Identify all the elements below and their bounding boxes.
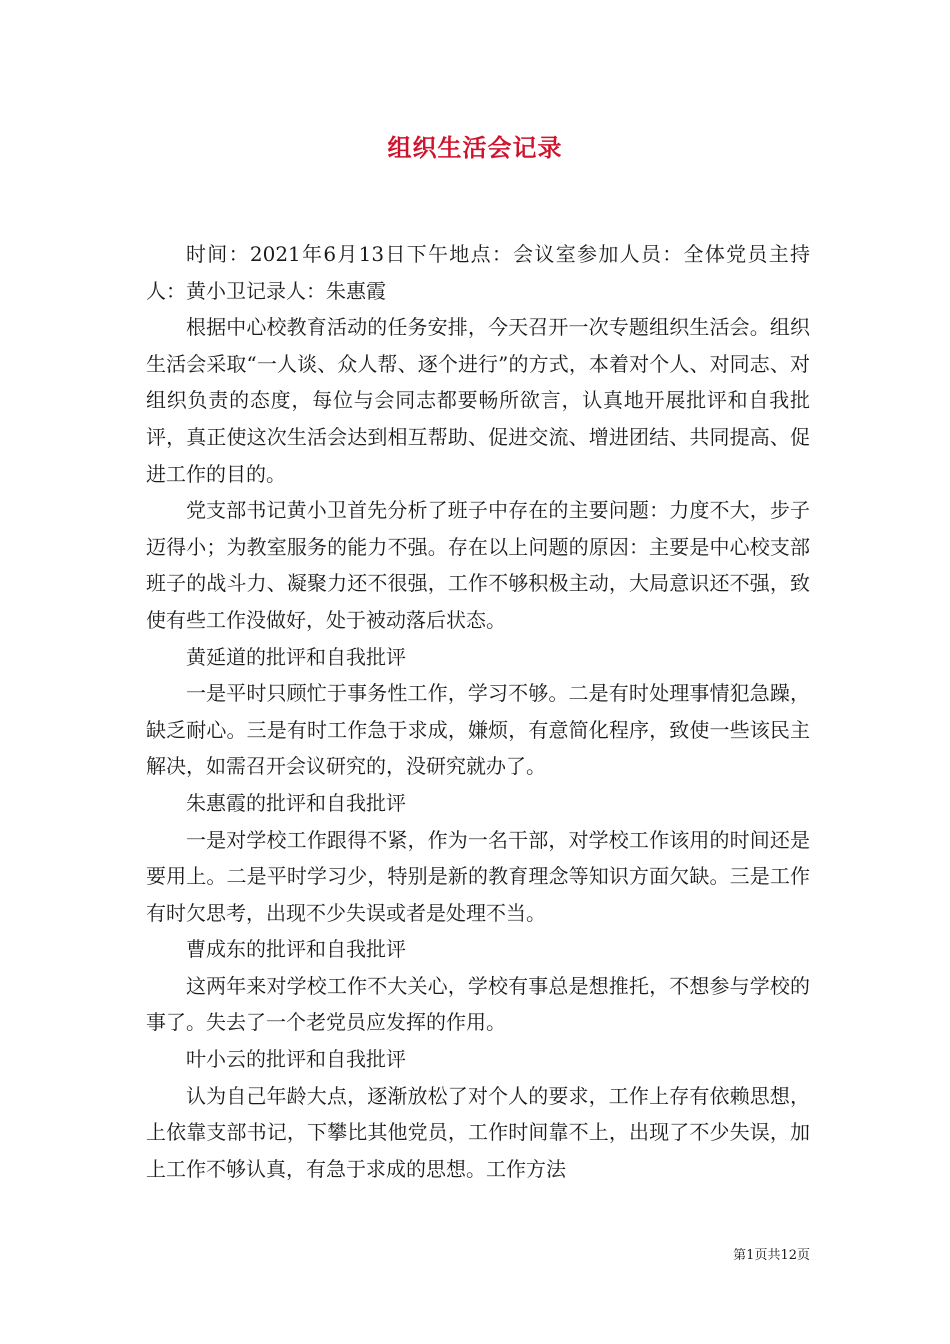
section-paragraph: 一是对学校工作跟得不紧，作为一名干部，对学校工作该用的时间还是要用上。二是平时学习少，特别是新的教育理念等知识方面欠缺。三是工作有时欠思考，出现不少失误或者是处理不当。 <box>146 827 810 925</box>
section-heading: 叶小云的批评和自我批评 <box>186 1047 406 1072</box>
section-heading: 朱惠霞的批评和自我批评 <box>186 790 406 815</box>
secretary-analysis-paragraph: 党支部书记黄小卫首先分析了班子中存在的主要问题：力度不大，步子迈得小；为教室服务的能力不强。存在以上问题的原因：主要是中心校支部班子的战斗力、凝聚力还不很强，工作不够积极主动，大局意识还不强，致使有些工作没做好，处于被动落后状态。 <box>146 498 810 632</box>
meeting-info-paragraph: 时间：2021年6月13日下午地点：会议室参加人员：全体党员主持人：黄小卫记录人：朱惠霞 <box>146 242 810 303</box>
section-heading: 黄延道的批评和自我批评 <box>186 644 406 669</box>
page-number-footer: 第1页共12页 <box>733 1248 810 1263</box>
section-paragraph: 这两年来对学校工作不大关心，学校有事总是想推托，不想参与学校的事了。失去了一个老党员应发挥的作用。 <box>146 973 810 1035</box>
document-title: 组织生活会记录 <box>387 133 563 162</box>
intro-paragraph: 根据中心校教育活动的任务安排，今天召开一次专题组织生活会。组织生活会采取“一人谈、众人帮、逐个进行”的方式，本着对个人、对同志、对组织负责的态度，每位与会同志都要畅所欲言，认真地开展批评和自我批评，真正使这次生活会达到相互帮助、促进交流、增进团结、共同提高、促进工作的目的。 <box>146 315 810 486</box>
document-body <box>146 236 810 1187</box>
section-paragraph: 一是平时只顾忙于事务性工作，学习不够。二是有时处理事情犯急躁，缺乏耐心。三是有时工作急于求成，嫌烦，有意简化程序，致使一些该民主解决，如需召开会议研究的，没研究就办了。 <box>146 681 810 779</box>
section-heading: 曹成东的批评和自我批评 <box>186 937 406 962</box>
section-paragraph: 认为自己年龄大点，逐渐放松了对个人的要求，工作上存有依赖思想，上依靠支部书记，下攀比其他党员，工作时间靠不上，出现了不少失误，加上工作不够认真，有急于求成的思想。工作方法 <box>146 1083 810 1181</box>
